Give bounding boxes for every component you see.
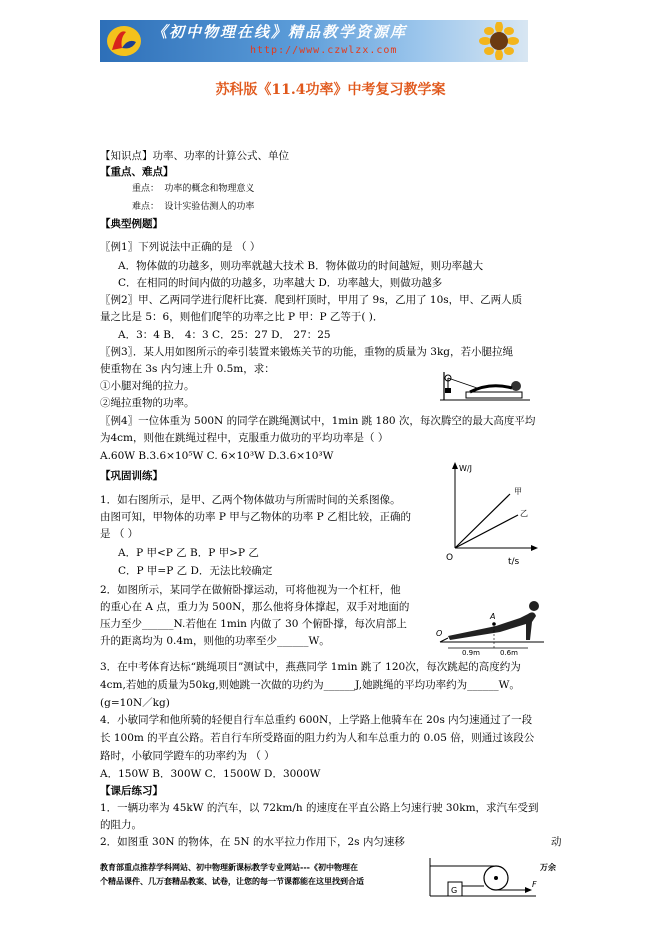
graph-label-yi: 乙 [520,509,528,518]
practice-3-line-1: 3．在中考体育达标“跳绳项目”测试中，燕燕同学 1min 跳了 120次，每次跳起的高度约为 [100,661,521,673]
graph-x-label: t/s [508,557,520,567]
practice-1-options-cd: C．P 甲=P 乙 D．无法比较确定 [118,565,273,577]
example-2-line-1: 〖例2〗甲、乙两同学进行爬杆比赛．爬到杆顶时，甲用了 9s，乙用了 10s，甲、乙两人质 [100,294,523,306]
practice-4-line-1: 4．小敏同学和他所骑的轻便自行车总重约 600N，上学路上他骑车在 20s 内匀速通过了一段 [100,714,533,726]
pulley-block-label: G [451,886,458,895]
practice-2-line-3: 压力至少______N.若他在 1min 内做了 30 个俯卧撑，每次肩部上 [100,618,407,630]
example-1-stem: 〖例1〗下列说法中正确的是 （ ） [100,241,261,253]
example-2-options: A．3：4 B． 4：3 C．25：27 D． 27：25 [118,329,331,341]
practice-1-line-3: 是 （ ） [100,528,139,540]
example-3-line-2: 使重物在 3s 内匀速上升 0.5m，求： [100,363,275,375]
example-4-line-1: 〖例4〗一位体重为 500N 的同学在跳绳测试中，1min 跳 180 次，每次腾空的最大高度平均 [100,415,536,427]
examples-heading: 【典型例题】 [100,218,163,230]
homework-2-line: 2．如图重 30N 的物体，在 5N 的水平拉力作用下，2s 内匀速移 [100,836,405,848]
example-4-line-2: 为4cm，则他在跳绳过程中，克服重力做功的平均功率是（ ） [100,432,389,444]
sunflower-icon [476,22,522,60]
pushup-label-o: O [436,629,443,638]
graph-label-jia: 甲 [514,487,522,496]
practice-2-line-1: 2．如图所示，某同学在做俯卧撑运动，可将他视为一个杠杆，他 [100,584,401,596]
pushup-figure [436,592,548,656]
site-banner [100,20,528,62]
keypoint-text: 重点： 功率的概念和物理意义 [132,184,255,194]
document-title: 苏科版《11.4功率》中考复习教学案 [215,82,446,98]
practice-4-line-2: 长 100m 的平直公路。若自行车所受路面的阻力约为人和车总重力的 0.05 倍，则通过该段公 [100,732,535,744]
graph-line-jia [455,494,510,548]
practice-2-line-2: 的重心在 A 点，重力为 500N，那么他将身体撑起，双手对地面的 [100,601,410,613]
practice-3-line-3: (g=10N／kg) [100,697,170,709]
pushup-distance-1: 0.9m [462,649,480,656]
exercise-machine-figure [440,370,532,406]
graph-origin: O [446,553,454,563]
footer-line-1: 教育部重点推荐学科网站、初中物理新课标教学专业网站---《初中物理在 [100,862,358,872]
practice-1-line-2: 由图可知，甲物体的功率 P 甲与乙物体的功率 P 乙相比较，正确的 [100,511,411,523]
example-3-line-1: 〖例3〗．某人用如图所示的牵引装置来锻炼关节的功能，重物的质量为 3kg，若小腿拉绳 [100,346,514,358]
pulley-block-figure [428,856,540,902]
practice-1-options-ab: A．P 甲<P 乙 B．P 甲>P 乙 [118,547,259,559]
difficulty-text: 难点： 设计实验估测人的功率 [132,202,255,212]
example-4-options: A.60W B.3.6×10⁵W C. 6×10³W D.3.6×10³W [100,450,334,462]
site-logo-icon [106,24,142,58]
practice-3-line-2: 4cm,若她的质量为50kg,则她跳一次做的功约为______J,她跳绳的平均功率约为______W。 [100,679,520,691]
graph-line-yi [455,515,518,548]
pushup-distance-2: 0.6m [500,649,518,656]
example-3-question-2: ②绳拉重物的功率。 [100,397,195,409]
example-2-line-2: 量之比是 5：6，则他们爬竿的功率之比 P 甲：P 乙等于( )． [100,311,384,323]
practice-2-line-4: 升的距离均为 0.4m，则他的功率至少______W。 [100,635,330,647]
knowledge-points: 【知识点】功率、功率的计算公式、单位 [100,150,289,162]
homework-2-tail: 动 [551,836,562,848]
pulley-force-label: F [532,880,537,889]
homework-1-line-2: 的阻力。 [100,819,142,831]
homework-1-line-1: 1．一辆功率为 45kW 的汽车，以 72km/h 的速度在平直公路上匀速行驶 30km，求汽车受到 [100,802,539,814]
practice-heading: 【巩固训练】 [100,470,163,482]
homework-heading: 【课后练习】 [100,785,163,797]
practice-4-options: A．150W B．300W C．1500W D．3000W [100,768,321,780]
banner-title: 《初中物理在线》精品教学资源库 [152,23,408,41]
banner-url[interactable]: http://www.czwlzx.com [250,45,398,56]
graph-y-label: W/J [459,464,472,473]
example-1-options-ab: A．物体做的功越多，则功率就越大技术 B．物体做功的时间越短，则功率越大 [118,260,484,272]
work-time-graph [440,460,540,570]
example-1-options-cd: C．在相同的时间内做的功越多，功率越大 D．功率越大，则做功越多 [118,277,443,289]
keypoints-heading: 【重点、难点】 [100,166,174,178]
pushup-label-a: A [490,612,496,621]
footer-tail: 万余 [540,862,556,872]
practice-4-line-3: 路时，小敏同学蹬车的功率约为 （ ） [100,750,275,762]
footer-line-2: 个精品课件、几万套精品教案、试卷，让您的每一节课都能在这里找到合适 [100,876,364,886]
example-3-question-1: ①小腿对绳的拉力。 [100,380,195,392]
practice-1-line-1: 1．如右图所示，是甲、乙两个物体做功与所需时间的关系图像。 [100,494,401,506]
